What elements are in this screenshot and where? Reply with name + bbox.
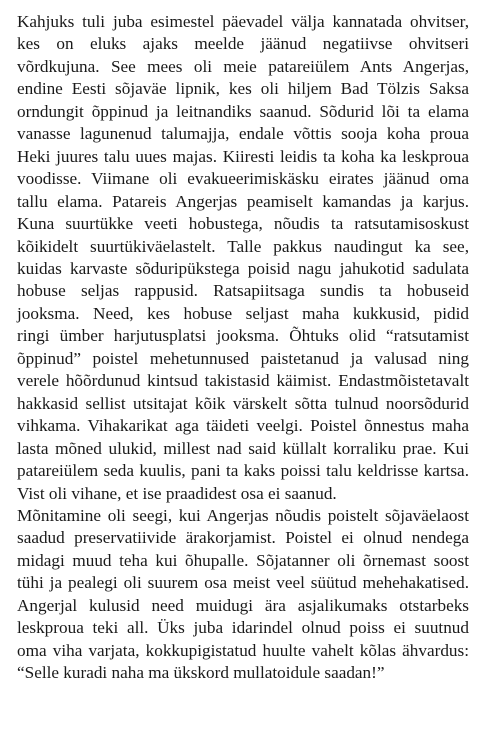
text-line: õppinud” poistel mehetunnused paistetanud ja valusad ning: [17, 348, 469, 368]
text-line: midagi muud teha kui õhupalle. Sõjatanner oli õrnemast soost: [17, 550, 469, 570]
text-line: oma viha varjata, kokkupigistatud huulte vahelt kõlas ähvardus:: [17, 640, 469, 660]
text-line: lasta mõned ulukid, millest nad said küllalt korraliku prae. Kui: [17, 438, 469, 458]
text-line: endine Eesti sõjaväe lipnik, kes oli hiljem Bad Tölzis Saksa: [17, 79, 469, 99]
text-line: kes on eluks ajaks meelde jäänud negatiivse ohvitseri: [17, 34, 469, 54]
text-line: kuidas karvaste sõduripükstega poisid nagu jahukotid sadulata: [17, 258, 469, 278]
text-line: patareiülem seda kuulis, pani ta kaks poissi talu keldrisse kartsa.: [17, 461, 469, 481]
text-line: Heki juures talu uues majas. Kiiresti leidis ta koha ka leskproua: [17, 146, 469, 166]
text-line: verele hõõrdunud kintsud takistasid käimist. Endastmõistetavalt: [17, 371, 469, 391]
text-line: tallu elama. Patareis Angerjas peamiselt kamandas ja karjus.: [17, 191, 469, 211]
text-line: vanasse lagunenud talumajja, endale võttis sooja koha proua: [17, 124, 469, 144]
text-line: vihkama. Vihakarikat aga täideti veelgi. Poistel õnnestus maha: [17, 416, 469, 436]
text-line: Kuna suurtükke veeti hobustega, nõudis ta ratsutamisoskust: [17, 214, 469, 234]
text-line: orndungit õppinud ja leitnandiks saanud. Sõdurid lõi ta elama: [17, 101, 469, 121]
text-line: leskproua teki all. Üks juba idarindel olnud poiss ei suutnud: [17, 618, 469, 638]
text-line: Angerjal kulusid need muidugi ära asjalikumaks otstarbeks: [17, 595, 469, 615]
text-line: jooksma. Need, kes hobuse seljast maha kukkusid, pidid: [17, 303, 469, 323]
text-line: kõikidelt suurtükiväelastelt. Talle pakkus naudingut ka see,: [17, 236, 469, 256]
text-line: Vist oli vihane, et ise praadidest osa ei saanud.: [17, 483, 337, 503]
text-line: võrdkujuna. See mees oli meie patareiülem Ants Angerjas,: [17, 56, 469, 76]
text-line: “Selle kuradi naha ma ükskord mullatoidule saadan!”: [17, 663, 385, 683]
paragraph-2: [17, 505, 469, 685]
text-line: hobuse seljas rappusid. Ratsapiitsaga sundis ta hobuseid: [17, 281, 469, 301]
text-line: hakkasid sellist utsitajat kõik värskelt sõtta tulnud noorsõdurid: [17, 393, 469, 413]
text-line: saadud preservatiivide ärakorjamist. Poistel ei olnud nendega: [17, 528, 469, 548]
text-line: tühi ja pealegi oli suurem osa meist veel süütud mehehakatised.: [17, 573, 469, 593]
paragraph-1: [17, 11, 469, 505]
text-line: Kahjuks tuli juba esimestel päevadel välja kannatada ohvitser,: [17, 12, 469, 31]
text-line: Mõnitamine oli seegi, kui Angerjas nõudis poistelt sõjaväelaost: [17, 505, 469, 525]
text-line: voodisse. Viimane oli evakueerimiskäsku eirates jäänud oma: [17, 169, 469, 189]
text-line: ringi ümber harjutusplatsi jooksma. Õhtuks olid “ratsutamist: [17, 326, 469, 346]
